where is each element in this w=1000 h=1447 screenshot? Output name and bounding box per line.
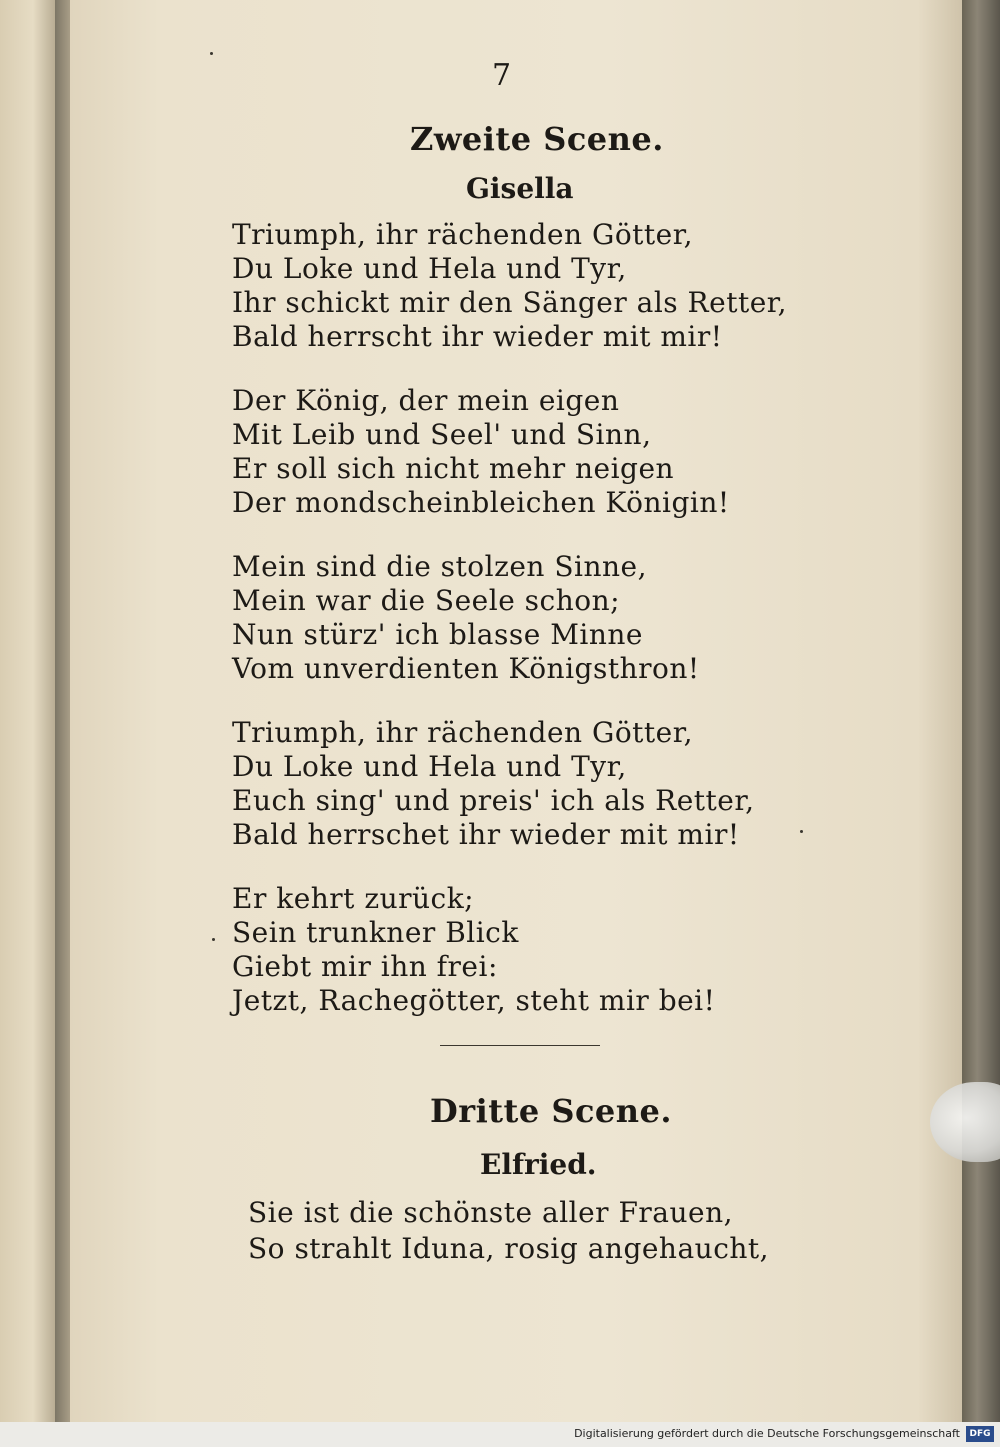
verse-line: Er soll sich nicht mehr neigen — [232, 452, 675, 485]
scene-three-title: Dritte Scene. — [430, 1092, 673, 1130]
ink-speck — [212, 938, 215, 941]
ink-speck — [800, 830, 803, 833]
scene-three-speaker: Elfried. — [480, 1148, 597, 1181]
verse-line: Jetzt, Rachegötter, steht mir bei! — [232, 984, 716, 1017]
verse-line: Der König, der mein eigen — [232, 384, 620, 417]
scene-two-title: Zweite Scene. — [410, 120, 664, 158]
verse-line: Mein sind die stolzen Sinne, — [232, 550, 648, 583]
verse-line: Mit Leib und Seel' und Sinn, — [232, 418, 652, 451]
scene-two-speaker: Gisella — [466, 172, 574, 205]
verse-line: Bald herrschet ihr wieder mit mir! — [232, 818, 740, 851]
verse-line: Du Loke und Hela und Tyr, — [232, 252, 627, 285]
verse-line: Bald herrscht ihr wieder mit mir! — [232, 320, 723, 353]
page-number: 7 — [492, 58, 512, 93]
left-page-edge — [0, 0, 57, 1422]
page-edge-shadow — [962, 0, 1000, 1422]
verse-line: Ihr schickt mir den Sänger als Retter, — [232, 286, 787, 319]
scene-divider — [440, 1045, 600, 1046]
verse-line: Mein war die Seele schon; — [232, 584, 621, 617]
funding-credit: Digitalisierung gefördert durch die Deutsche Forschungsgemeinschaft — [574, 1427, 960, 1440]
verse-line: Triumph, ihr rächenden Götter, — [232, 716, 693, 749]
verse-line: Du Loke und Hela und Tyr, — [232, 750, 627, 783]
dfg-logo: DFG — [966, 1426, 994, 1442]
verse-line: Nun stürz' ich blasse Minne — [232, 618, 643, 651]
verse-line: Euch sing' und preis' ich als Retter, — [232, 784, 755, 817]
verse-line: So strahlt Iduna, rosig angehaucht, — [248, 1232, 770, 1265]
footer-bar — [0, 1422, 1000, 1447]
verse-line: Der mondscheinbleichen Königin! — [232, 486, 730, 519]
ink-speck — [210, 52, 213, 55]
verse-line: Sie ist die schönste aller Frauen, — [248, 1196, 734, 1229]
verse-line: Triumph, ihr rächenden Götter, — [232, 218, 693, 251]
verse-line: Giebt mir ihn frei: — [232, 950, 498, 983]
verse-line: Vom unverdienten Königsthron! — [232, 652, 700, 685]
verse-line: Er kehrt zurück; — [232, 882, 475, 915]
verse-line: Sein trunkner Blick — [232, 916, 519, 949]
